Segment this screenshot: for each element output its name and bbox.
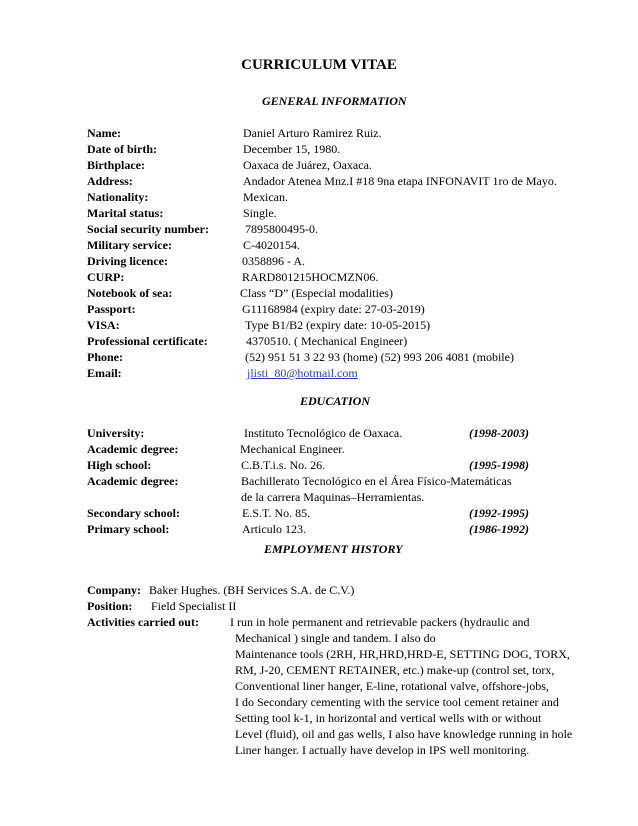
value-secondary-school: E.S.T. No. 85.: [242, 506, 311, 520]
activities-line: I run in hole permanent and retrievable packers (hydraulic and: [230, 615, 530, 629]
label-social-security-number: Social security number:: [87, 222, 209, 236]
value-curp: RARD801215HOCMZN06.: [242, 270, 379, 284]
label-marital-status: Marital status:: [87, 206, 164, 220]
value-visa: Type B1/B2 (expiry date: 10-05-2015): [245, 318, 431, 332]
document-title: CURRICULUM VITAE: [241, 57, 397, 73]
years-primary-school: (1986-1992): [469, 522, 529, 536]
label-secondary-school: Secondary school:: [87, 506, 180, 520]
label-driving-licence: Driving licence:: [87, 254, 168, 268]
activities-line: Mechanical ) single and tandem. I also do: [235, 631, 436, 645]
activities-line: Maintenance tools (2RH, HR,HRD,HRD-E, SETTING DOG, TORX,: [235, 647, 570, 661]
value-primary-school: Articulo 123.: [242, 522, 306, 536]
employment-history-heading: EMPLOYMENT HISTORY: [264, 542, 403, 556]
value-professional-certificate: 4370510. ( Mechanical Engineer): [246, 334, 408, 348]
value-academic-degree-hs: Bachillerato Tecnológico en el Área Físico-Matemáticas: [241, 474, 512, 488]
years-high-school: (1995-1998): [469, 458, 529, 472]
value-birthplace: Oaxaca de Juárez, Oaxaca.: [243, 158, 372, 172]
label-high-school: High school:: [87, 458, 152, 472]
label-passport: Passport:: [87, 302, 136, 316]
value-military-service: C-4020154.: [243, 238, 300, 252]
label-curp: CURP:: [87, 270, 125, 284]
general-information-heading: GENERAL INFORMATION: [262, 94, 407, 108]
label-professional-certificate: Professional certificate:: [87, 334, 208, 348]
years-secondary-school: (1992-1995): [469, 506, 529, 520]
value-high-school: C.B.T.i.s. No. 26.: [241, 458, 326, 472]
value-company: Baker Hughes. (BH Services S.A. de C.V.): [149, 583, 355, 597]
value-address: Andador Atenea Mnz.I #18 9na etapa INFONAVIT 1ro de Mayo.: [243, 174, 557, 188]
value-academic-degree: Mechanical Engineer.: [240, 442, 345, 456]
activities-line: Setting tool k-1, in horizontal and vertical wells with or without: [235, 711, 542, 725]
label-company: Company:: [87, 583, 142, 597]
value-position: Field Specialist II: [151, 599, 237, 613]
value-marital-status: Single.: [243, 206, 277, 220]
label-birthplace: Birthplace:: [87, 158, 145, 172]
value-university: Instituto Tecnológico de Oaxaca.: [244, 426, 403, 440]
label-nationality: Nationality:: [87, 190, 149, 204]
activities-line: Liner hanger. I actually have develop in IPS well monitoring.: [235, 743, 530, 757]
value-name: Daniel Arturo Ramirez Ruiz.: [243, 126, 382, 140]
label-email: Email:: [87, 366, 122, 380]
label-primary-school: Primary school:: [87, 522, 170, 536]
label-name: Name:: [87, 126, 121, 140]
label-military-service: Military service:: [87, 238, 172, 252]
value-notebook-of-sea: Class “D” (Especial modalities): [240, 286, 393, 300]
label-university: University:: [87, 426, 145, 440]
label-position: Position:: [87, 599, 133, 613]
activities-line: Conventional liner hanger, E-line, rotational valve, offshore-jobs,: [235, 679, 549, 693]
value-social-security-number: 7895800495-0.: [245, 222, 318, 236]
label-address: Address:: [87, 174, 133, 188]
value-phone: (52) 951 51 3 22 93 (home) (52) 993 206 4081 (mobile): [245, 350, 514, 364]
years-university: (1998-2003): [469, 426, 529, 440]
label-visa: VISA:: [87, 318, 120, 332]
value-passport: G11168984 (expiry date: 27-03-2019): [242, 302, 425, 316]
label-notebook-of-sea: Notebook of sea:: [87, 286, 173, 300]
email-link[interactable]: jlisti_80@hotmail.com: [247, 366, 358, 380]
label-activities: Activities carried out:: [87, 615, 199, 629]
education-heading: EDUCATION: [300, 394, 371, 408]
label-academic-degree: Academic degree:: [87, 442, 179, 456]
label-academic-degree-hs: Academic degree:: [87, 474, 179, 488]
label-date-of-birth: Date of birth:: [87, 142, 157, 156]
value-driving-licence: 0358896 - A.: [242, 254, 305, 268]
activities-line: RM, J-20, CEMENT RETAINER, etc.) make-up (control set, torx,: [235, 663, 555, 677]
activities-line: Level (fluid), oil and gas wells, I also have knowledge running in hole: [235, 727, 573, 741]
activities-line: I do Secondary cementing with the service tool cement retainer and: [235, 695, 559, 709]
label-phone: Phone:: [87, 350, 123, 364]
value-date-of-birth: December 15, 1980.: [243, 142, 341, 156]
value-nationality: Mexican.: [243, 190, 288, 204]
value-academic-degree-hs-cont: de la carrera Maquinas–Herramientas.: [241, 490, 425, 504]
